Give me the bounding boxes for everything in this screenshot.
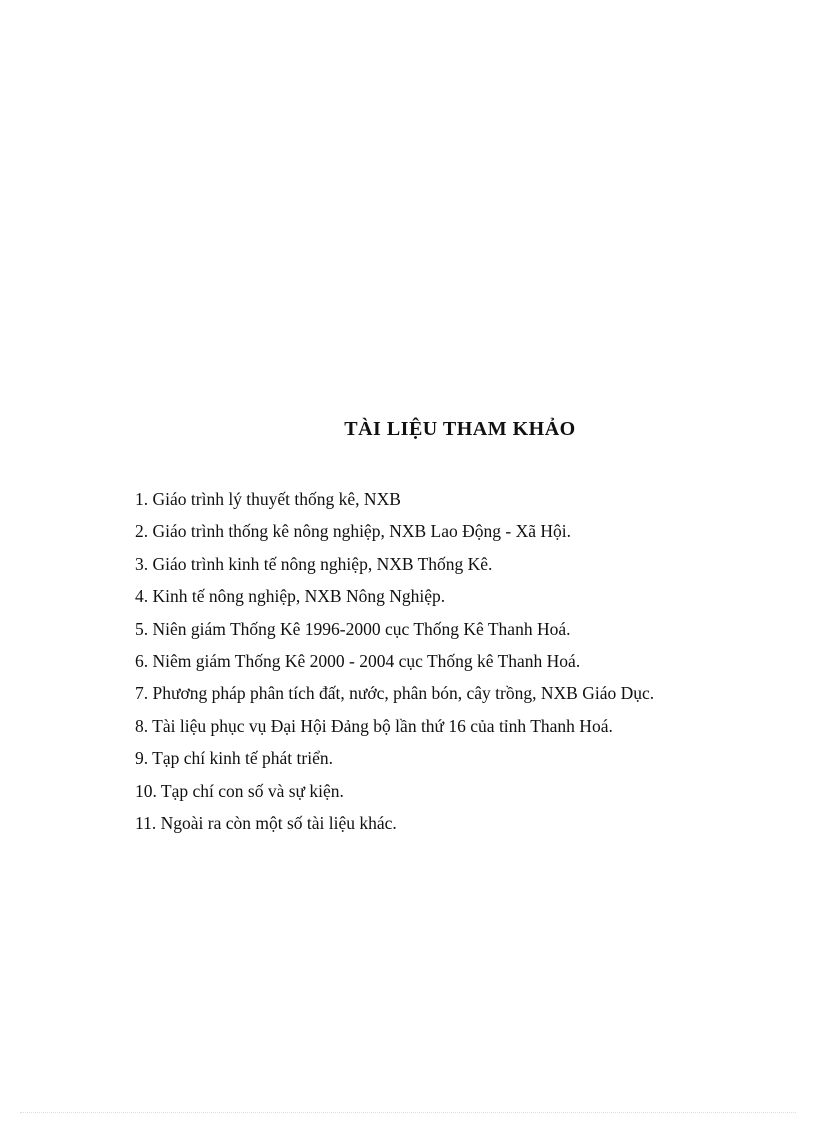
reference-list [135,483,775,839]
page-bottom-divider [20,1112,796,1113]
reference-item: 8. Tài liệu phục vụ Đại Hội Đảng bộ lần thứ 16 của tỉnh Thanh Hoá. [135,715,613,736]
reference-item: 2. Giáo trình thống kê nông nghiệp, NXB Lao Động - Xã Hội. [135,521,571,542]
reference-item: 6. Niêm giám Thống Kê 2000 - 2004 cục Thống kê Thanh Hoá. [135,651,581,672]
reference-item: 1. Giáo trình lý thuyết thống kê, NXB [135,489,401,509]
reference-item: 11. Ngoài ra còn một số tài liệu khác. [135,813,397,834]
reference-item: 3. Giáo trình kinh tế nông nghiệp, NXB Thống Kê. [135,553,493,574]
reference-item: 4. Kinh tế nông nghiệp, NXB Nông Nghiệp. [135,586,446,607]
page-title: TÀI LIỆU THAM KHẢO [344,418,576,440]
reference-item: 7. Phương pháp phân tích đất, nước, phân bón, cây trồng, NXB Giáo Dục. [135,683,655,704]
reference-item: 10. Tạp chí con số và sự kiện. [135,780,344,801]
reference-item: 5. Niên giám Thống Kê 1996-2000 cục Thống Kê Thanh Hoá. [135,618,571,639]
reference-item: 9. Tạp chí kinh tế phát triển. [135,748,333,769]
